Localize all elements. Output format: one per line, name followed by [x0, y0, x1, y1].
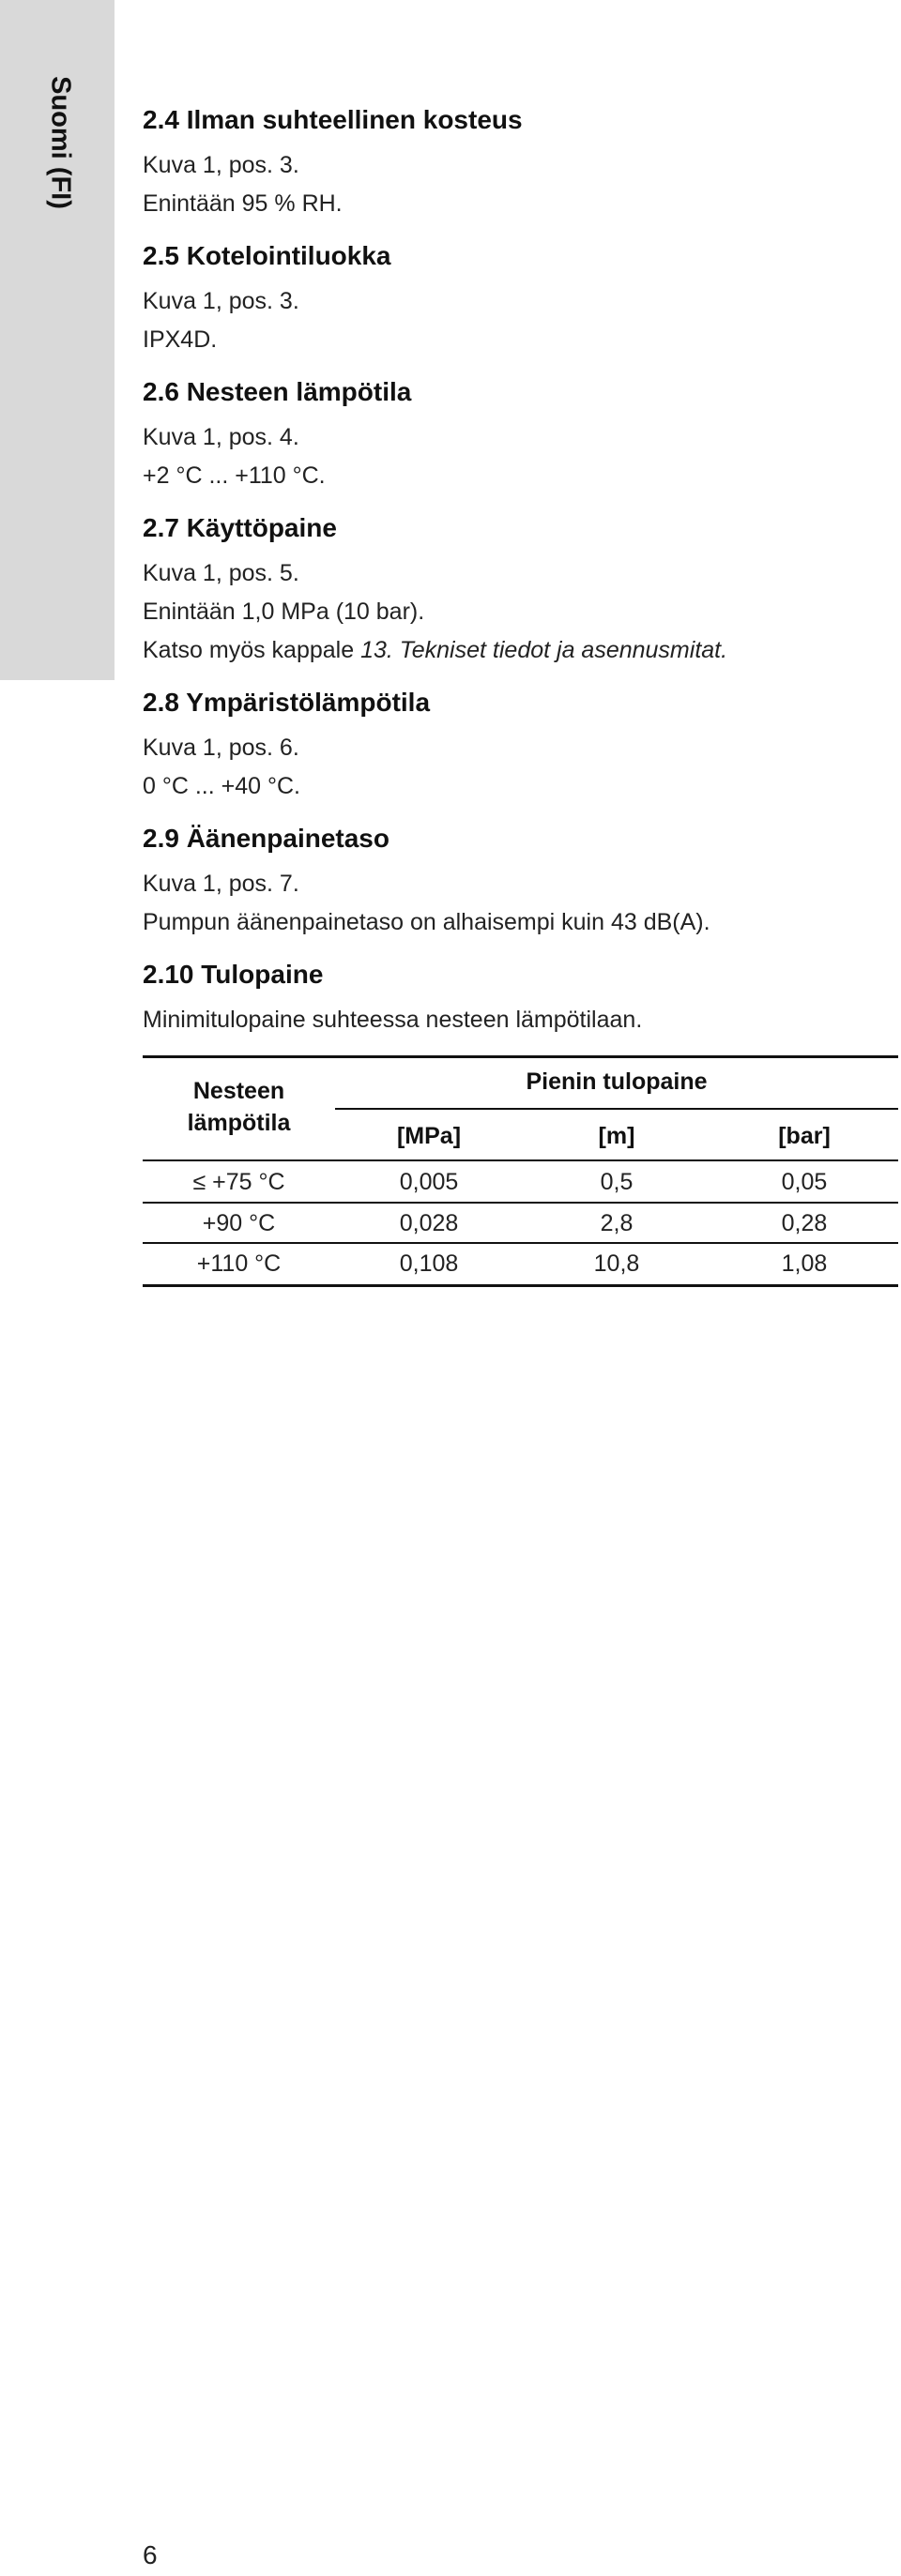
table-cell-m: 10,8	[593, 1250, 640, 1277]
section-2-8-line-1: Kuva 1, pos. 6.	[143, 735, 299, 761]
page-number: 6	[143, 2540, 158, 2569]
section-heading-2-5: 2.5 Kotelointiluokka	[143, 241, 391, 270]
table-cell-mpa: 0,108	[399, 1250, 459, 1277]
unit-header-mpa: [MPa]	[396, 1123, 462, 1149]
table-cell-temp: +110 °C	[196, 1250, 282, 1277]
column-header-temperature-line-1: Nesteen	[192, 1078, 285, 1104]
table-cell-bar: 0,28	[781, 1210, 828, 1236]
reference-link-text: 13. Tekniset tiedot ja asennusmitat.	[360, 637, 728, 663]
section-2-7-line-1: Kuva 1, pos. 5.	[143, 560, 299, 586]
table-header-rule	[143, 1159, 898, 1161]
section-2-7-line-2: Enintään 1,0 MPa (10 bar).	[143, 599, 425, 625]
table-bottom-rule	[143, 1284, 898, 1287]
language-tab-label: Suomi (FI)	[45, 76, 76, 209]
section-2-9-line-2: Pumpun äänenpainetaso on alhaisempi kuin 43 dB(A).	[143, 909, 710, 935]
table-row-rule	[143, 1202, 898, 1204]
table-row-rule	[143, 1242, 898, 1244]
unit-header-m: [m]	[598, 1123, 635, 1149]
unit-header-bar: [bar]	[778, 1123, 831, 1149]
section-2-8-line-2: 0 °C ... +40 °C.	[143, 773, 300, 799]
table-group-rule	[335, 1108, 898, 1110]
language-side-tab	[0, 0, 115, 680]
section-2-5-line-2: IPX4D.	[143, 326, 218, 353]
table-cell-m: 0,5	[600, 1169, 634, 1195]
section-heading-2-6: 2.6 Nesteen lämpötila	[143, 377, 412, 406]
section-2-4-line-2: Enintään 95 % RH.	[143, 190, 343, 217]
section-2-6-line-1: Kuva 1, pos. 4.	[143, 424, 299, 450]
table-cell-temp: +90 °C	[202, 1210, 276, 1236]
column-header-temperature-line-2: lämpötila	[187, 1110, 291, 1136]
column-group-header: Pienin tulopaine	[526, 1068, 708, 1095]
table-cell-m: 2,8	[600, 1210, 634, 1236]
section-2-5-line-1: Kuva 1, pos. 3.	[143, 288, 299, 314]
section-2-9-line-1: Kuva 1, pos. 7.	[143, 871, 299, 897]
table-cell-mpa: 0,005	[399, 1169, 459, 1195]
section-heading-2-4: 2.4 Ilman suhteellinen kosteus	[143, 105, 523, 134]
section-heading-2-9: 2.9 Äänenpainetaso	[143, 824, 389, 853]
table-cell-temp: ≤ +75 °C	[192, 1169, 285, 1195]
section-2-6-line-2: +2 °C ... +110 °C.	[143, 462, 326, 489]
section-heading-2-7: 2.7 Käyttöpaine	[143, 513, 337, 542]
table-top-rule	[143, 1055, 898, 1058]
table-cell-bar: 0,05	[781, 1169, 828, 1195]
section-heading-2-10: 2.10 Tulopaine	[143, 960, 324, 989]
reference-prefix: Katso myös kappale	[143, 637, 355, 663]
section-heading-2-8: 2.8 Ympäristölämpötila	[143, 688, 431, 717]
table-cell-mpa: 0,028	[399, 1210, 459, 1236]
section-2-7-reference	[143, 637, 727, 664]
table-cell-bar: 1,08	[781, 1250, 828, 1277]
section-2-4-line-1: Kuva 1, pos. 3.	[143, 152, 299, 178]
section-2-10-line-1: Minimitulopaine suhteessa nesteen lämpötilaan.	[143, 1007, 643, 1033]
